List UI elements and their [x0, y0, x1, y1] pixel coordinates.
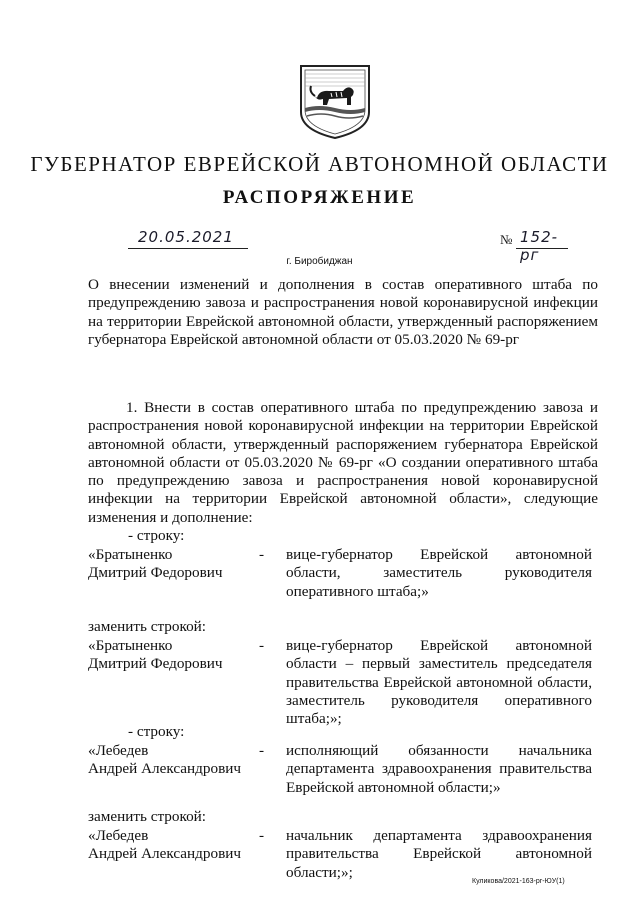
entry-1-dash: -: [259, 546, 265, 563]
entry-3-name-1: «Лебедев: [88, 742, 149, 759]
replace-label-1: заменить строкой:: [88, 618, 207, 635]
entry-3-name-2: Андрей Александрович: [88, 760, 242, 777]
entry-2-dash: -: [259, 637, 265, 654]
entry-1-name-1: «Братыненко: [88, 546, 173, 563]
paragraph-1: 1. Внести в состав оперативного штаба по предупреждению завоза и распространения новой коронавирусной инфекции на территории Еврейской автономной области, утвержденный распоряжением губернатора Еврейской автономной области от 05.03.2020 № 69-рг «О создании оперативного штаба по предупреждению завоза и распространения новой коронавирусной инфекции на территории Еврейской автономной области», следующие изменения и дополнение:: [88, 399, 598, 526]
replace-label-2: заменить строкой:: [88, 808, 207, 825]
entry-1-description: вице-губернатор Еврейской автономной области, заместитель руководителя оперативного штаба;»: [286, 546, 592, 600]
entry-1-name-2: Дмитрий Федорович: [88, 564, 223, 581]
file-reference: Куликова/2021-163-рг-ЮУ(1): [472, 878, 565, 885]
number-field: [500, 228, 568, 264]
entry-2-description: вице-губернатор Еврейской автономной области – первый заместитель председателя правительства Еврейской автономной области, заместитель руководителя оперативного штаба;»;: [286, 637, 592, 728]
entry-4-dash: -: [259, 827, 265, 844]
handwritten-date: 20.05.2021: [138, 228, 234, 246]
line-label-2: - строку:: [128, 723, 185, 740]
document-type-title: РАСПОРЯЖЕНИЕ: [222, 187, 417, 208]
number-sign: №: [500, 232, 513, 247]
entry-4-name-2: Андрей Александрович: [88, 845, 242, 862]
governor-title: ГУБЕРНАТОР ЕВРЕЙСКОЙ АВТОНОМНОЙ ОБЛАСТИ: [30, 152, 609, 176]
entry-2-name-2: Дмитрий Федорович: [88, 655, 223, 672]
line-label-1: - строку:: [128, 527, 185, 544]
city-label: г. Биробиджан: [286, 256, 353, 267]
date-field: [128, 228, 248, 249]
entry-4-description: начальник департамента здравоохранения правительства Еврейской автономной области;»;: [286, 827, 592, 881]
entry-3-description: исполняющий обязанности начальника департамента здравоохранения правительства Еврейской автономной области;»: [286, 742, 592, 796]
entry-4-name-1: «Лебедев: [88, 827, 149, 844]
handwritten-number: 152-рг: [520, 228, 559, 264]
entry-2-name-1: «Братыненко: [88, 637, 173, 654]
number-underline: [516, 228, 568, 264]
coat-of-arms-icon: [299, 64, 371, 140]
document-subject: О внесении изменений и дополнения в состав оперативного штаба по предупреждению завоза и распространения новой коронавирусной инфекции на территории Еврейской автономной области, утвержденный распоряжением губернатора Еврейской автономной области от 05.03.2020 № 69-рг: [88, 276, 598, 348]
entry-3-dash: -: [259, 742, 265, 759]
